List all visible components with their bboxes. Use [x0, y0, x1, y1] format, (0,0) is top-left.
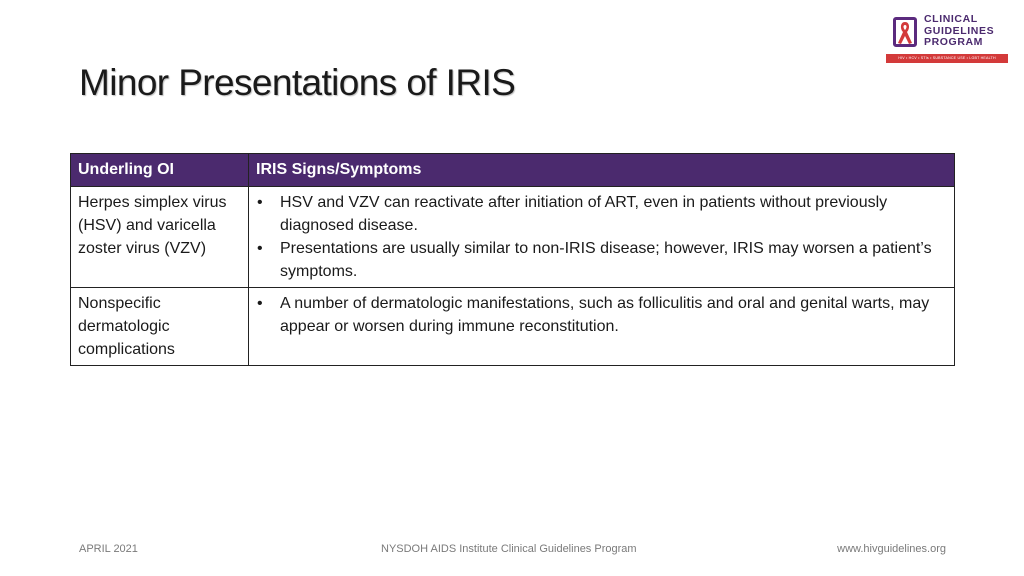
logo-wordmark: [924, 14, 994, 49]
footer-program: NYSDOH AIDS Institute Clinical Guidelines Program: [381, 543, 637, 555]
list-item: • Presentations are usually similar to non-IRIS disease; however, IRIS may worsen a patient’s symptoms.: [256, 237, 947, 283]
row-oi-cell: Nonspecific dermatologic complications: [71, 288, 249, 366]
page-title: Minor Presentations of IRIS: [79, 62, 516, 103]
header-underling-oi: Underling OI: [71, 154, 249, 187]
symptom-list: [256, 191, 947, 283]
row-oi-cell: Herpes simplex virus (HSV) and varicella zoster virus (VZV): [71, 187, 249, 288]
row-symptoms-cell: [249, 187, 955, 288]
table-row: [71, 187, 955, 288]
table-row: [71, 288, 955, 366]
red-ribbon-icon: [893, 17, 917, 47]
footer-date: APRIL 2021: [79, 543, 138, 555]
list-item: • A number of dermatologic manifestations, such as folliculitis and oral and genital warts, may appear or worsen during immune reconstitution.: [256, 292, 947, 338]
iris-table: [70, 153, 955, 366]
symptom-list: [256, 292, 947, 338]
logo-tagline-bar: HIV • HCV • STIs • SUBSTANCE USE • LGBT HEALTH: [886, 54, 1008, 63]
logo-line-2: GUIDELINES: [924, 24, 995, 37]
row-symptoms-cell: [249, 288, 955, 366]
logo-line-1: CLINICAL: [924, 13, 978, 25]
list-item: • HSV and VZV can reactivate after initiation of ART, even in patients without previously diagnosed disease.: [256, 191, 947, 237]
header-iris-signs: IRIS Signs/Symptoms: [249, 154, 955, 187]
footer-url: www.hivguidelines.org: [837, 543, 946, 555]
logo-line-3: PROGRAM: [924, 36, 984, 48]
clinical-guidelines-logo: [886, 14, 1008, 64]
table-header-row: [71, 154, 955, 187]
